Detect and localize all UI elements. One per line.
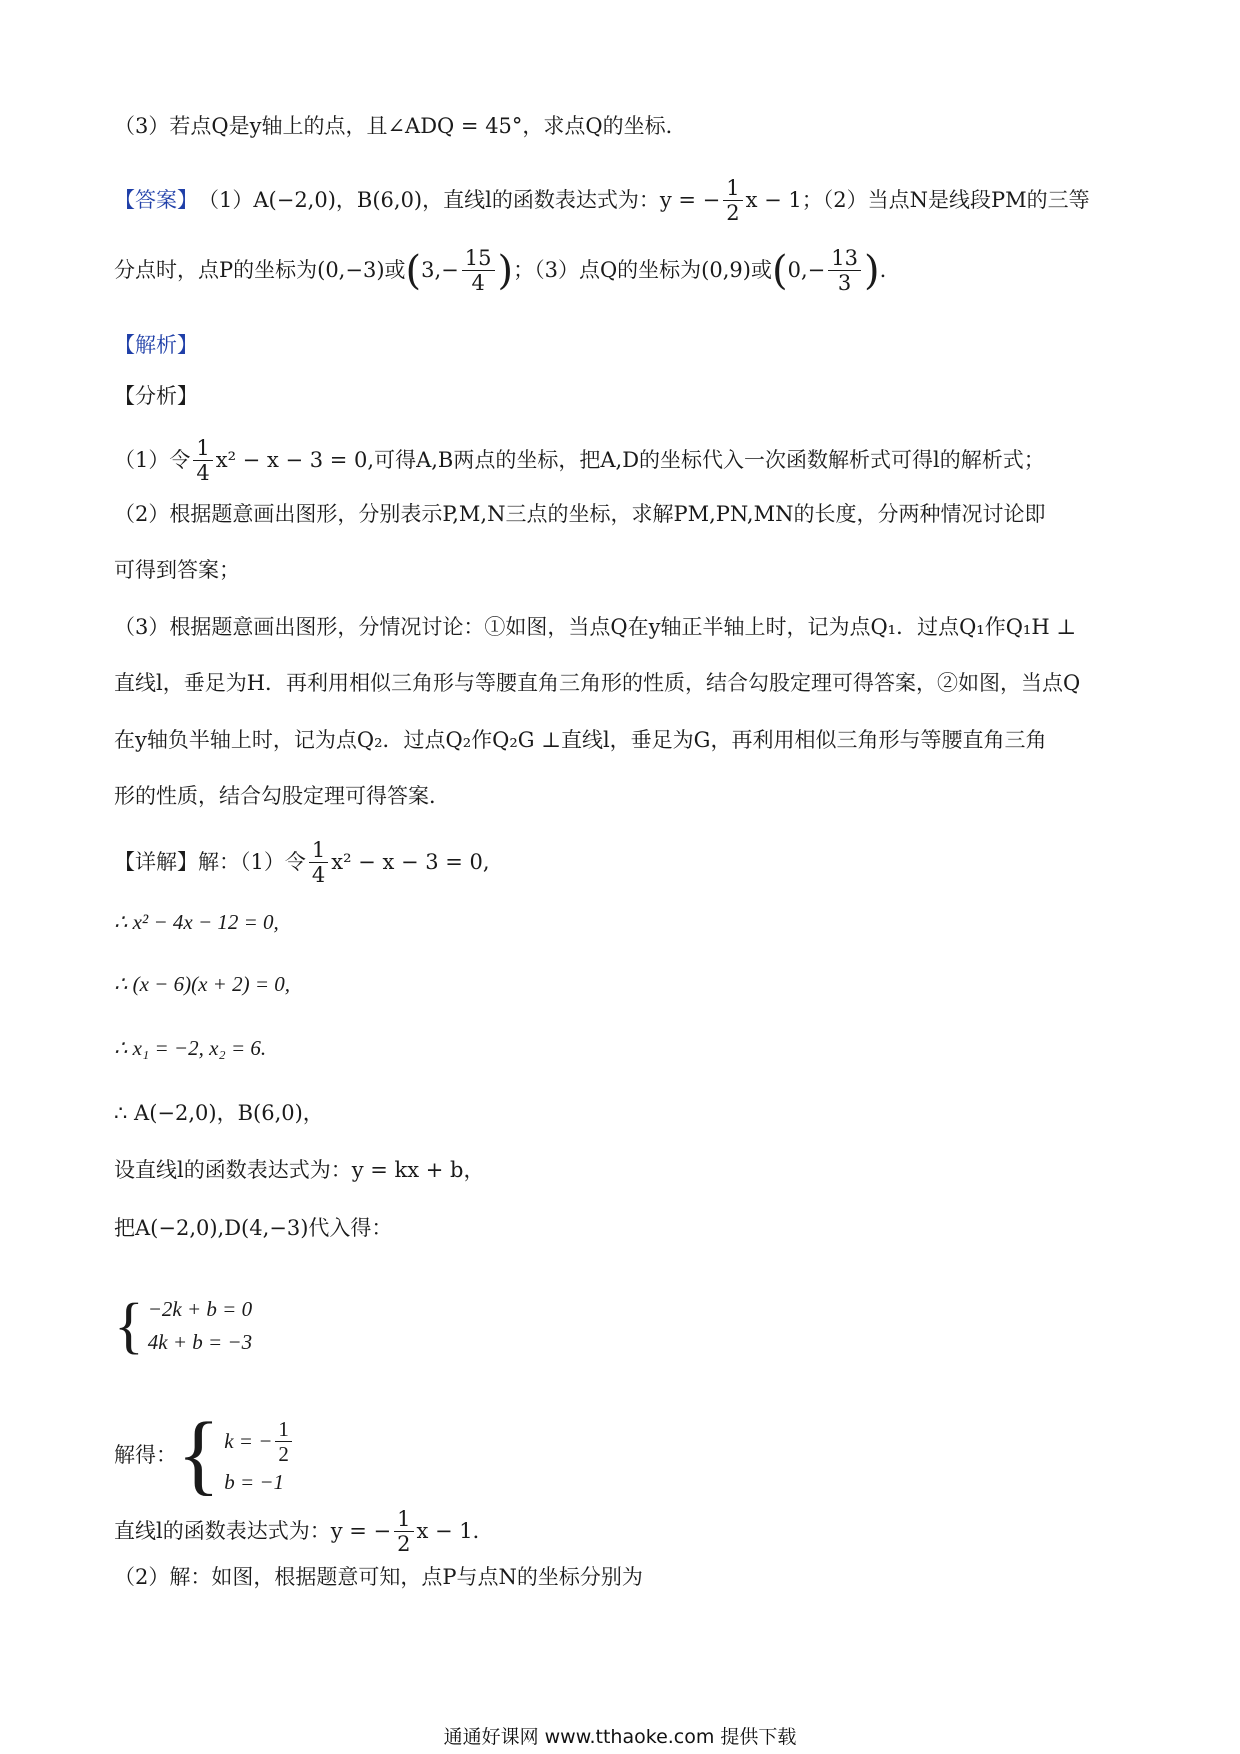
- fraction-numerator: 15: [462, 246, 495, 271]
- left-brace: {: [177, 1405, 221, 1504]
- detail-line-8: [114, 1405, 295, 1504]
- system-row: 4k + b = −3: [147, 1330, 253, 1354]
- left-paren: (: [405, 247, 422, 294]
- question-3: [114, 116, 687, 137]
- fraction-one-half: [275, 1417, 292, 1466]
- analysis-line-2: （2）根据题意画出图形，分别表示P,M,N三点的坐标，求解PM,PN,MN的长度，分两种情况讨论即: [114, 502, 1046, 526]
- equation-system-1: [114, 1292, 253, 1360]
- fraction-numerator: 1: [275, 1417, 292, 1442]
- fraction-numerator: 13: [828, 246, 861, 271]
- answer-text-1a: （1）A(−2,0)，B(6,0)，直线l的函数表达式为：y = −: [198, 188, 721, 213]
- analysis-line-3d: 形的性质，结合勾股定理可得答案．: [114, 784, 450, 808]
- detail-line-1: [114, 838, 490, 887]
- answer-line-1: [114, 176, 1090, 225]
- detail-line-9: [114, 1507, 494, 1556]
- answer-tag: 【答案】: [114, 188, 198, 213]
- analysis-text-1b: x² − x − 3 = 0,可得A,B两点的坐标，把A,D的坐标代入一次函数解析式可得l的解析式；: [215, 448, 1045, 473]
- answer-text-1b: x − 1；（2）当点N是线段PM的三等: [745, 188, 1090, 213]
- fraction-denominator: 4: [311, 863, 326, 888]
- detail-line-10: （2）解：如图，根据题意可知，点P与点N的坐标分别为: [114, 1565, 643, 1589]
- system-rows: [148, 1299, 252, 1353]
- fraction-numerator: 1: [193, 436, 212, 461]
- analysis-line-3b: 直线l，垂足为H．再利用相似三角形与等腰直角三角形的性质，结合勾股定理可得答案，②如图，当点Q: [114, 671, 1081, 695]
- system: [114, 1292, 253, 1360]
- detail-line-5: ∴ A(−2,0)，B(6,0)，: [114, 1101, 324, 1125]
- period: .: [879, 258, 887, 283]
- detail-text-9a: 直线l的函数表达式为：y = −: [114, 1519, 392, 1544]
- fraction-denominator: 4: [471, 271, 485, 296]
- fraction-15-4: [462, 246, 495, 295]
- system-row: b = −1: [224, 1470, 285, 1495]
- fraction-one-half: [394, 1507, 413, 1556]
- fraction-one-quarter: [309, 838, 328, 887]
- detail-line-7: 把A(−2,0),D(4,−3)代入得：: [114, 1216, 393, 1240]
- fraction-denominator: 2: [278, 1442, 289, 1466]
- fraction-one-half: [723, 176, 742, 225]
- fraction-denominator: 2: [397, 1532, 411, 1557]
- equation-system-2: [177, 1405, 295, 1504]
- detail-text-8: 解得：: [114, 1442, 177, 1467]
- answer-text-2a: 分点时，点P的坐标为(0,−3)或: [114, 258, 406, 283]
- fraction-numerator: 1: [394, 1507, 413, 1532]
- detail-line-6: 设直线l的函数表达式为：y = kx + b，: [114, 1158, 485, 1182]
- right-paren: ): [863, 247, 880, 294]
- detail-line-3: ∴ (x − 6)(x + 2) = 0,: [114, 972, 290, 996]
- detail-text-9b: x − 1．: [416, 1519, 494, 1544]
- analysis-line-3c: 在y轴负半轴上时，记为点Q₂．过点Q₂作Q₂G ⊥直线l，垂足为G，再利用相似三角形与等腰直角三角: [114, 728, 1047, 752]
- detail-line-4: ∴ x₁ = −2, x₂ = 6.: [114, 1036, 267, 1060]
- detail-text-1b: x² − x − 3 = 0,: [331, 850, 490, 875]
- fraction-one-quarter: [193, 436, 212, 485]
- footer-text: 通通好课网 www.tthaoke.com 提供下载: [443, 1726, 797, 1748]
- system-row: −2k + b = 0: [147, 1297, 253, 1321]
- fraction-denominator: 3: [837, 271, 852, 296]
- answer-text-2b: 3,−: [421, 258, 459, 283]
- right-paren: ): [497, 247, 514, 294]
- system-row-text: k = −: [224, 1429, 273, 1453]
- fraction-denominator: 4: [196, 461, 210, 486]
- system-row: [224, 1417, 295, 1466]
- detail-line-2: ∴ x² − 4x − 12 = 0,: [114, 910, 279, 934]
- answer-line-2: [114, 246, 886, 295]
- analysis-line-3: （3）根据题意画出图形，分情况讨论：①如图，当点Q在y轴正半轴上时，记为点Q₁．过点Q₁作Q₁H ⊥: [114, 615, 1077, 639]
- fraction-13-3: [828, 246, 861, 295]
- question-3-text: （3）若点Q是y轴上的点，且∠ADQ = 45°，求点Q的坐标．: [114, 114, 687, 138]
- answer-text-2d: 0,−: [787, 258, 826, 283]
- answer-text-2c: ；（3）点Q的坐标为(0,9)或: [513, 258, 772, 283]
- detail-text-1a: 解：（1）令: [198, 850, 306, 875]
- fraction-denominator: 2: [726, 201, 740, 226]
- system-rows: [224, 1417, 295, 1493]
- left-brace: {: [114, 1292, 144, 1360]
- fenxi-tag: 【分析】: [114, 384, 198, 408]
- analysis-text-1a: （1）令: [114, 448, 191, 473]
- analysis-tag: 【解析】: [114, 333, 198, 357]
- analysis-line-2b: 可得到答案；: [114, 558, 240, 582]
- left-paren: (: [771, 247, 788, 294]
- analysis-line-1: [114, 436, 1045, 485]
- detail-tag: 【详解】: [114, 850, 198, 875]
- fraction-numerator: 1: [723, 176, 742, 201]
- fraction-numerator: 1: [309, 838, 328, 863]
